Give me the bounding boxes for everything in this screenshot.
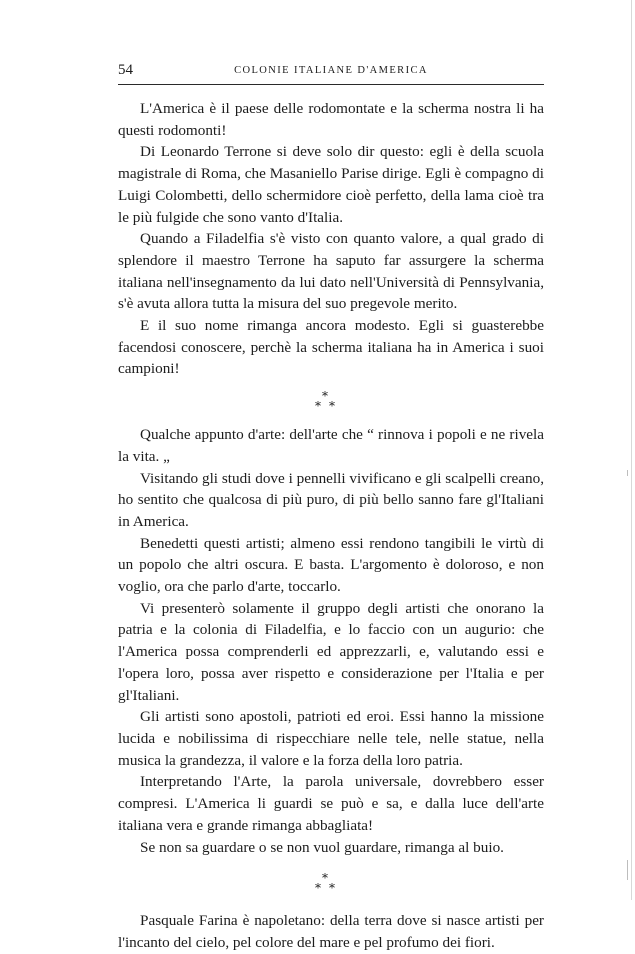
scan-mark	[627, 470, 628, 476]
paragraph: Visitando gli studi dove i pennelli vivificano e gli scalpelli creano, ho sentito che qualcosa di più puro, di più bello sanno fare gl'Italiani in America.	[118, 469, 544, 530]
running-header	[118, 60, 544, 85]
page-number: 54	[118, 62, 133, 78]
star-icon: *	[315, 881, 321, 896]
paragraph: Di Leonardo Terrone si deve solo dir questo: egli è della scuola magistrale di Roma, che Masaniello Parise dirige. Egli è compagno di Luigi Colombetti, dello schermidore cioè perfetto, della lama cioè tra le più fulgide che sono vanto d'Italia.	[118, 143, 544, 226]
star-icon: *	[322, 872, 328, 886]
paragraph: Interpretando l'Arte, la parola universale, dovrebbero esser compresi. L'America li guardi se può e sa, e dalla luce dell'arte italiana vera e grande rimanga abbagliata!	[118, 773, 544, 834]
scan-edge-line	[631, 0, 632, 900]
paragraph: Quando a Filadelfia s'è visto con quanto valore, a qual grado di splendore il maestro Terrone ha saputo far assurgere la scherma italiana nell'insegnamento da lui dato nell'Università di Pennsylvania, s'è avuta allora tutta la misura del suo pregevole merito.	[118, 230, 544, 313]
paragraph: Vi presenterò solamente il gruppo degli artisti che onorano la patria e la colonia di Filadelfia, e lo faccio con un augurio: che l'America possa comprenderli ed apprezzarli, e, valutando essi e l'opera loro, possa aver rispetto e considerazione per l'Italia e per gl'Italiani.	[118, 599, 544, 704]
paragraph: Se non sa guardare o se non vuol guardare, rimanga al buio.	[140, 838, 504, 856]
paragraph: Qualche appunto d'arte: dell'arte che “ rinnova i popoli e ne rivela la vita. „	[118, 426, 544, 465]
page-body	[118, 98, 544, 954]
paragraph: Gli artisti sono apostoli, patrioti ed eroi. Essi hanno la missione lucida e nobilissima di rispecchiare nelle tele, nelle statue, nella musica la grandezza, il valore e la forza della loro patria.	[118, 708, 544, 769]
star-icon: *	[329, 881, 335, 896]
paragraph: L'America è il paese delle rodomontate e la scherma nostra li ha questi rodomonti!	[118, 100, 544, 139]
paragraph: Benedetti questi artisti; almeno essi rendono tangibili le virtù di un popolo che altri oscura. E basta. L'argomento è doloroso, e non voglio, ora che parlo d'arte, toccarlo.	[118, 534, 544, 596]
scan-mark	[627, 860, 628, 880]
star-icon: *	[329, 399, 335, 414]
asterism-divider-1	[310, 390, 340, 414]
paragraph: Pasquale Farina è napoletano: della terra dove si nasce artisti per l'incanto del cielo, pel colore del mare e pel profumo dei fiori.	[118, 912, 544, 951]
star-icon: *	[315, 399, 321, 414]
asterism-divider-2	[310, 872, 340, 896]
paragraph: E il suo nome rimanga ancora modesto. Egli si guasterebbe facendosi conoscere, perchè la scherma italiana ha in America i suoi campioni!	[118, 317, 544, 378]
star-icon: *	[322, 390, 328, 404]
running-title: COLONIE ITALIANE D'AMERICA	[234, 65, 428, 76]
